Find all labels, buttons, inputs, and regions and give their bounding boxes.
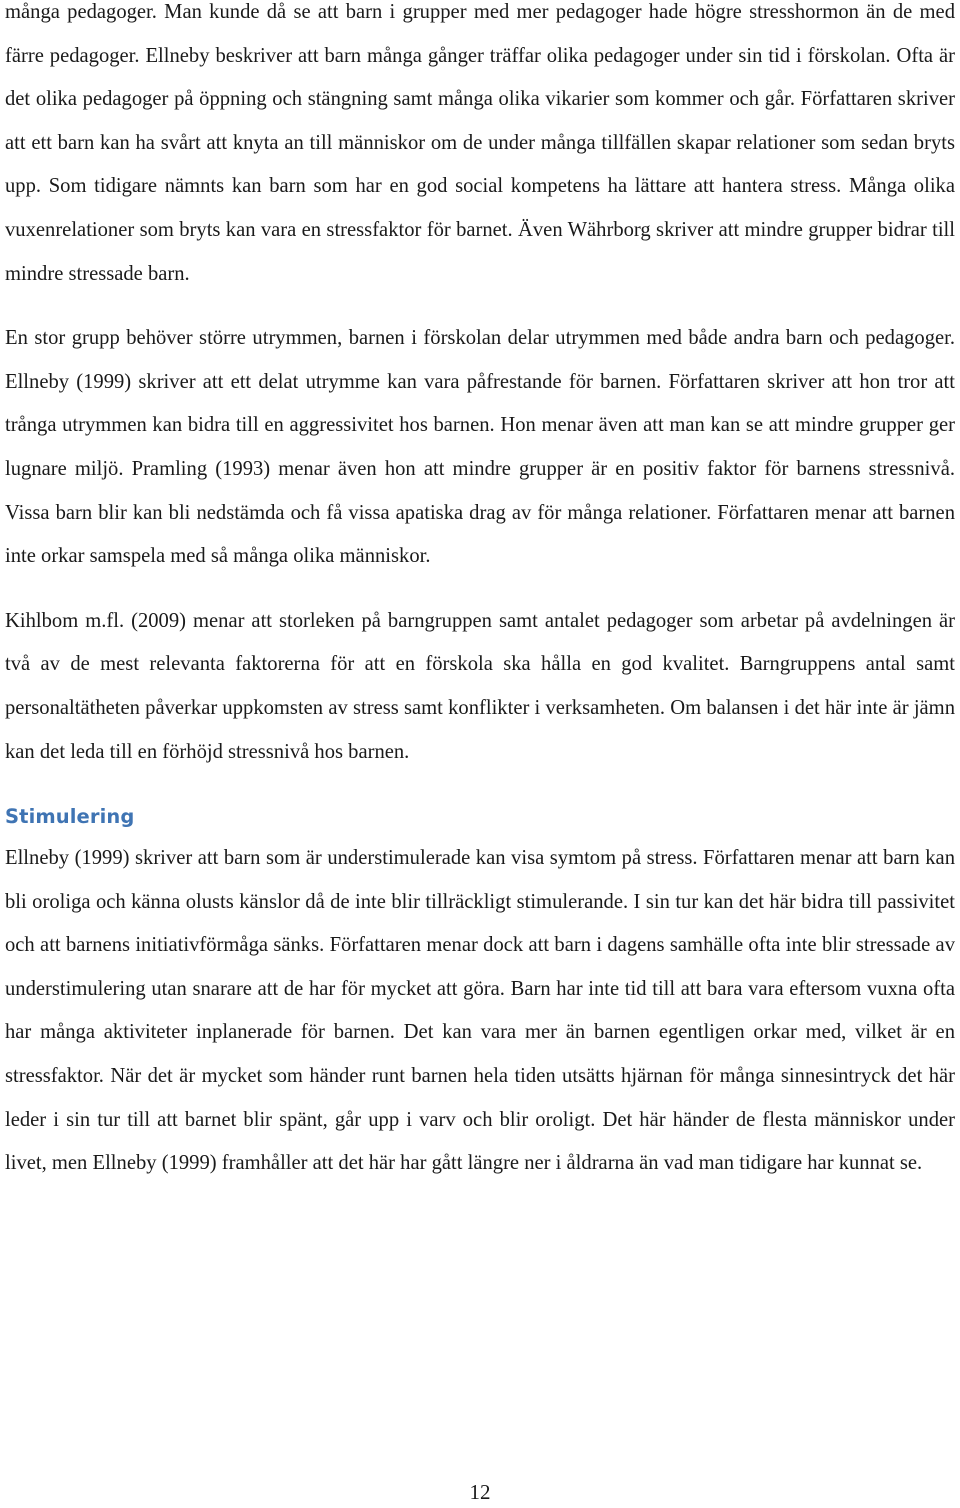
body-paragraph: många pedagoger. Man kunde då se att barn i grupper med mer pedagoger hade högre stresshormon än de med färre pedagoger. Ellneby beskriver att barn många gånger träffar olika pedagoger under sin tid i förskolan. Ofta är det olika pedagoger på öppning och stängning samt många olika vikarier som kommer och går. Författaren skriver att ett barn kan ha svårt att knyta an till människor om de under många tillfällen skapar relationer som sedan bryts upp. Som tidigare nämnts kan barn som har en god social kompetens ha lättare att hantera stress. Många olika vuxenrelationer som bryts kan vara en stressfaktor för barnet. Även Währborg skriver att mindre grupper bidrar till mindre stressade barn. [5, 1, 955, 285]
body-paragraph: Ellneby (1999) skriver att barn som är understimulerade kan visa symtom på stress. Författaren menar att barn kan bli oroliga och känna olusts känslor då de inte blir tillräckligt stimulerande. I sin tur kan det här bidra till passivitet och att barnens initiativförmåga sänks. Författaren menar dock att barn i dagens samhälle ofta inte blir stressade av understimulering utan snarare att de har för mycket att göra. Barn har inte tid till att bara vara eftersom vuxna ofta har många aktiviteter inplanerade för barnen. Det kan vara mer än barnen egentligen orkar med, vilket är en stressfaktor. När det är mycket som händer runt barnen hela tiden utsätts hjärnan för många sinnesintryck det här leder i sin tur till att barnet blir spänt, går upp i varv och blir oroligt. Det här händer de flesta människor under livet, men Ellneby (1999) framhåller att det här har gått längre ner i åldrarna än vad man tidigare har kunnat se. [5, 847, 955, 1175]
page-number: 12 [469, 1480, 491, 1504]
body-paragraph: En stor grupp behöver större utrymmen, barnen i förskolan delar utrymmen med både andra barn och pedagoger. Ellneby (1999) skriver att ett delat utrymme kan vara påfrestande för barnen. Författaren skriver att hon tror att trånga utrymmen kan bidra till en aggressivitet hos barnen. Hon menar även att man kan se att mindre grupper ger lugnare miljö. Pramling (1993) menar även hon att mindre grupper är en positiv faktor för barnens stressnivå. Vissa barn blir kan bli nedstämda och få vissa apatiska drag av för många relationer. Författaren menar att barnen inte orkar samspela med så många olika människor. [5, 327, 955, 568]
body-paragraph: Kihlbom m.fl. (2009) menar att storleken på barngruppen samt antalet pedagoger som arbetar på avdelningen är två av de mest relevanta faktorerna för att en förskola ska hålla en god kvalitet. Barngruppens antal samt personaltätheten påverkar uppkomsten av stress samt konflikter i verksamheten. Om balansen i det här inte är jämn kan det leda till en förhöjd stressnivå hos barnen. [5, 609, 955, 763]
section-heading: Stimulering [5, 805, 135, 829]
document-page [5, 0, 955, 1186]
